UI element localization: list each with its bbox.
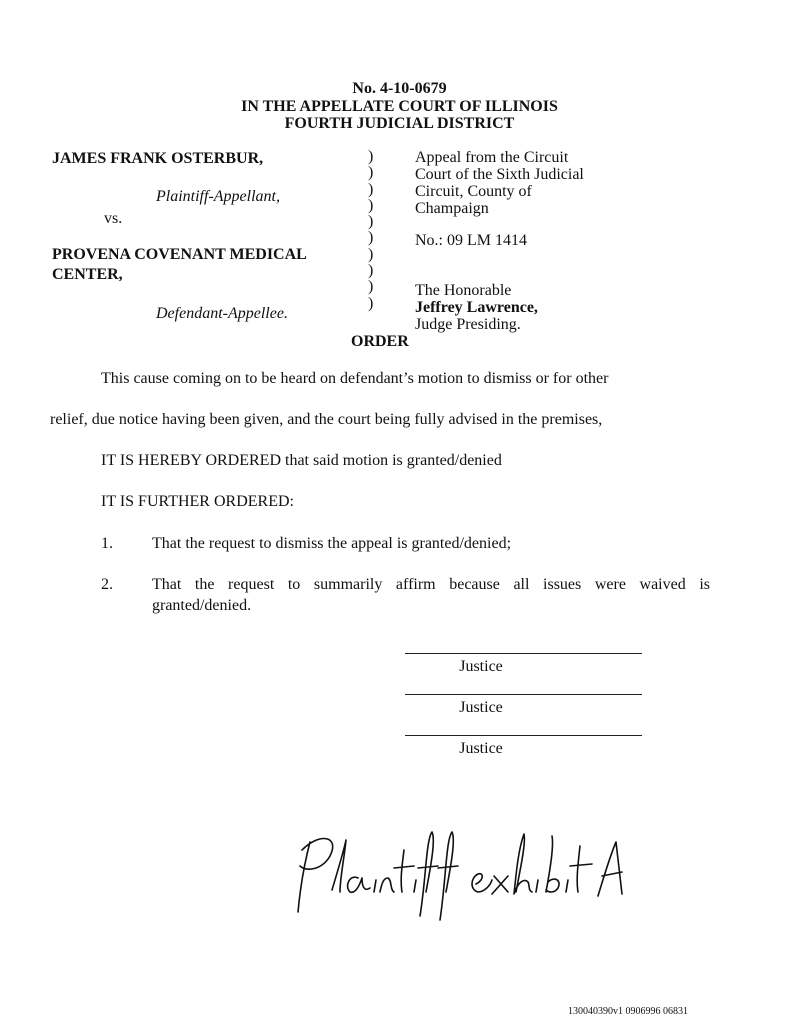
further-ordered-heading: IT IS FURTHER ORDERED: bbox=[101, 493, 294, 510]
appeal-line2: Court of the Sixth Judicial bbox=[415, 166, 584, 183]
order-paragraph-line1: This cause coming on to be heard on defendant’s motion to dismiss or for other bbox=[101, 370, 609, 387]
item-text-line1: That the request to summarily affirm because all issues were waived is bbox=[152, 576, 710, 593]
item-number: 1. bbox=[101, 535, 113, 552]
order-title: ORDER bbox=[351, 333, 409, 350]
item-number: 2. bbox=[101, 576, 113, 593]
justice-label: Justice bbox=[459, 699, 503, 716]
signature-line bbox=[405, 735, 642, 736]
signature-line bbox=[405, 653, 642, 654]
order-paragraph-line2: relief, due notice having been given, and the court being fully advised in the premises, bbox=[50, 411, 603, 428]
appeal-line3: Circuit, County of bbox=[415, 183, 532, 200]
trial-court-number: No.: 09 LM 1414 bbox=[415, 232, 527, 249]
honorable-label: The Honorable bbox=[415, 282, 512, 299]
caption-parentheses: ) ) ) ) ) ) ) ) ) ) bbox=[368, 148, 374, 312]
signature-line bbox=[405, 694, 642, 695]
court-name: IN THE APPELLATE COURT OF ILLINOIS bbox=[241, 98, 558, 115]
versus-label: vs. bbox=[104, 210, 123, 227]
defendant-name-line1: PROVENA COVENANT MEDICAL bbox=[52, 246, 307, 263]
judge-name: Jeffrey Lawrence, bbox=[415, 299, 538, 316]
defendant-role: Defendant-Appellee. bbox=[156, 305, 288, 322]
appeal-line4: Champaign bbox=[415, 200, 489, 217]
ordered-statement: IT IS HEREBY ORDERED that said motion is granted/denied bbox=[101, 452, 502, 469]
judge-presiding: Judge Presiding. bbox=[415, 316, 521, 333]
plaintiff-name: JAMES FRANK OSTERBUR, bbox=[52, 150, 264, 167]
district-name: FOURTH JUDICIAL DISTRICT bbox=[284, 115, 515, 132]
document-id: 130040390v1 0906996 06831 bbox=[568, 1006, 688, 1017]
item-text-line2: granted/denied. bbox=[152, 597, 252, 614]
item-text: That the request to dismiss the appeal is granted/denied; bbox=[152, 535, 512, 552]
plaintiff-role: Plaintiff-Appellant, bbox=[156, 188, 280, 205]
handwritten-annotation bbox=[280, 820, 630, 930]
appeal-line1: Appeal from the Circuit bbox=[415, 149, 569, 166]
justice-label: Justice bbox=[459, 658, 503, 675]
defendant-name-line2: CENTER, bbox=[52, 266, 123, 283]
case-number: No. 4-10-0679 bbox=[352, 80, 447, 97]
justice-label: Justice bbox=[459, 740, 503, 757]
